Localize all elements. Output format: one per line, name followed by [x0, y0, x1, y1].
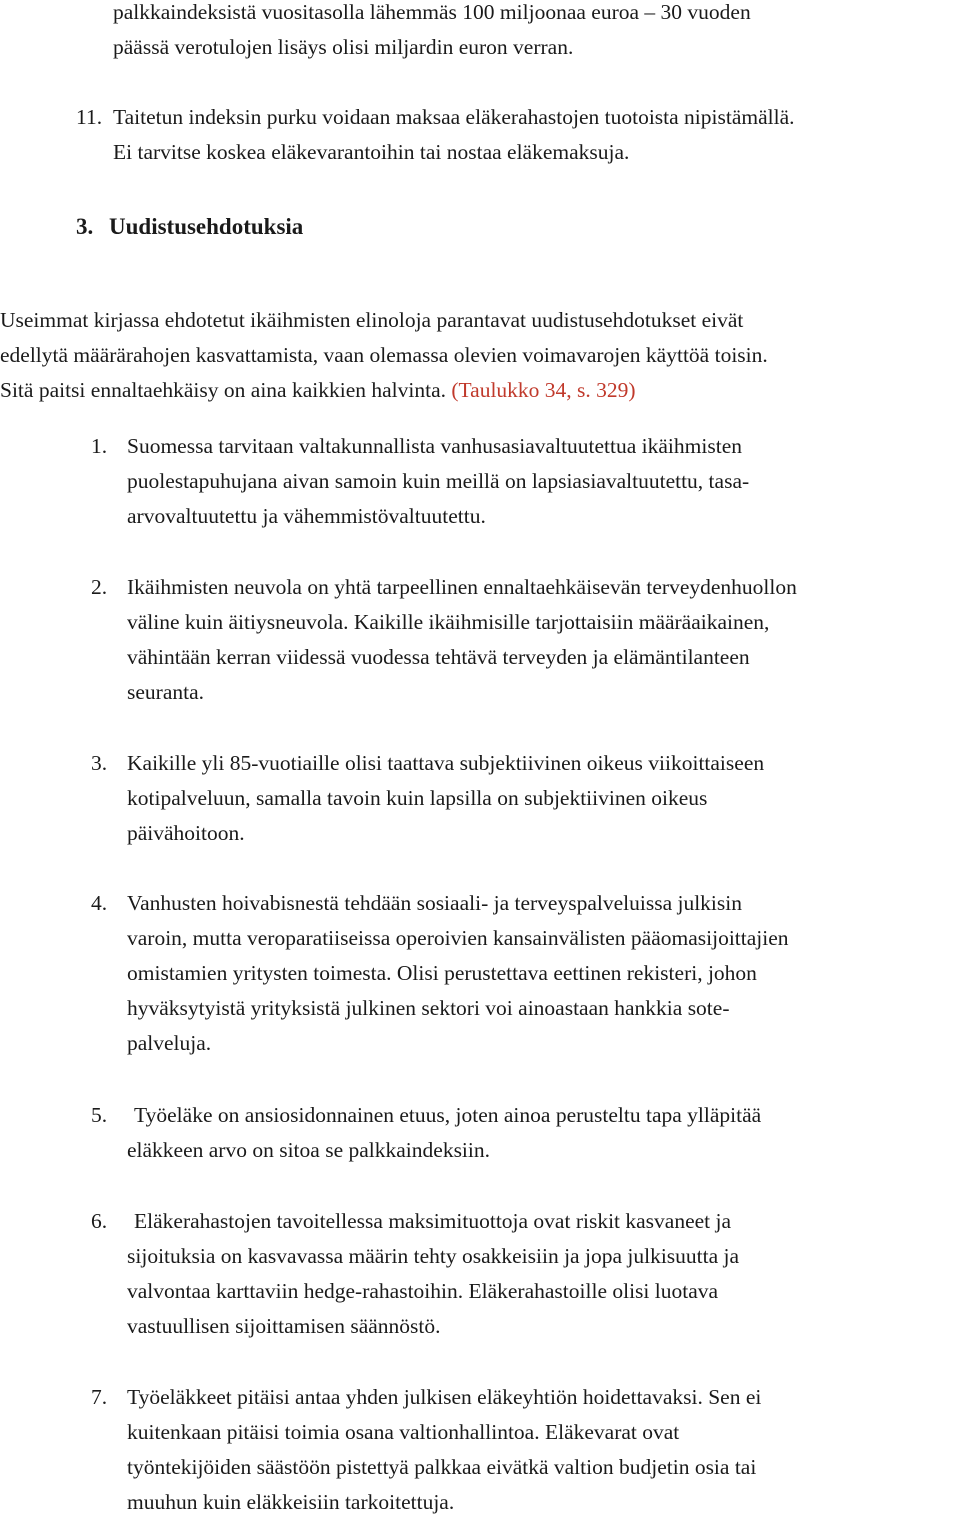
item-text — [113, 100, 953, 170]
item-number: 1. — [91, 434, 108, 458]
section-title: Uudistusehdotuksia — [109, 214, 304, 239]
text-line: palveluja. — [127, 1031, 212, 1055]
item-number: 3. — [91, 751, 108, 775]
item-number: 2. — [91, 575, 108, 599]
text-line: eläkkeen arvo on sitoa se palkkaindeksiin. — [127, 1138, 491, 1162]
text-line: väline kuin äitiysneuvola. Kaikille ikäihmisille tarjottaisiin määräaikainen, — [127, 610, 770, 634]
item-number: 7. — [91, 1385, 108, 1409]
item-number: 6. — [91, 1209, 108, 1233]
text-line: edellytä määrärahojen kasvattamista, vaan olemassa olevien voimavarojen käyttöä toisin. — [0, 343, 768, 367]
item-text — [127, 429, 953, 534]
text-line: Taitetun indeksin purku voidaan maksaa eläkerahastojen tuotoista nipistämällä. — [113, 105, 795, 129]
text-line: Ei tarvitse koskea eläkevarantoihin tai nostaa eläkemaksuja. — [113, 140, 630, 164]
item-number: 5. — [91, 1103, 108, 1127]
item-text — [127, 1098, 953, 1168]
text-line: kuitenkaan pitäisi toimia osana valtionhallintoa. Eläkevarat ovat — [127, 1420, 680, 1444]
item-text — [127, 746, 953, 851]
text-line: Työeläke on ansiosidonnainen etuus, joten ainoa perusteltu tapa ylläpitää — [134, 1103, 762, 1127]
text-line: päässä verotulojen lisäys olisi miljardin euron verran. — [113, 35, 574, 59]
text-line: sijoituksia on kasvavassa määrin tehty osakkeisiin ja jopa julkisuutta ja — [127, 1244, 740, 1268]
text-line: Suomessa tarvitaan valtakunnallista vanhusasiavaltuutettua ikäihmisten — [127, 434, 742, 458]
text-line: Ikäihmisten neuvola on yhtä tarpeellinen ennaltaehkäisevän terveydenhuollon — [127, 575, 797, 599]
section-number: 3. — [76, 214, 94, 239]
text-line: Työeläkkeet pitäisi antaa yhden julkisen eläkeyhtiön hoidettavaksi. Sen ei — [127, 1385, 762, 1409]
text-line: vähintään kerran viidessä vuodessa tehtävä terveyden ja elämäntilanteen — [127, 645, 750, 669]
text-line: päivähoitoon. — [127, 821, 245, 845]
intro-paragraph — [0, 303, 950, 408]
item-text — [127, 570, 953, 710]
text-line: Eläkerahastojen tavoitellessa maksimituottoja ovat riskit kasvaneet ja — [134, 1209, 732, 1233]
table-reference: (Taulukko 34, s. 329) — [451, 378, 636, 402]
text-line: arvovaltuutettu ja vähemmistövaltuutettu. — [127, 504, 486, 528]
section-heading — [76, 209, 303, 244]
text-line: palkkaindeksistä vuositasolla lähemmäs 100 miljoonaa euroa – 30 vuoden — [113, 0, 751, 24]
text-line: työntekijöiden säästöön pistettyä palkkaa eivätkä valtion budjetin osia tai — [127, 1455, 757, 1479]
intro-sentence: Sitä paitsi ennaltaehkäisy on aina kaikkien halvinta. — [0, 378, 446, 402]
text-line: varoin, mutta veroparatiiseissa operoivien kansainvälisten pääomasijoittajien — [127, 926, 789, 950]
text-line: Vanhusten hoivabisnestä tehdään sosiaali- ja terveyspalveluissa julkisin — [127, 891, 742, 915]
text-line: omistamien yritysten toimesta. Olisi perustettava eettinen rekisteri, johon — [127, 961, 757, 985]
text-line: valvontaa karttaviin hedge-rahastoihin. Eläkerahastoille olisi luotava — [127, 1279, 719, 1303]
item-number: 4. — [91, 891, 108, 915]
item-text — [127, 886, 953, 1061]
text-line: muuhun kuin eläkkeisiin tarkoitettuja. — [127, 1490, 455, 1514]
text-line: puolestapuhujana aivan samoin kuin meillä on lapsiasiavaltuutettu, tasa- — [127, 469, 750, 493]
text-line: seuranta. — [127, 680, 205, 704]
text-line: kotipalveluun, samalla tavoin kuin lapsilla on subjektiivinen oikeus — [127, 786, 708, 810]
text-line: Kaikille yli 85-vuotiaille olisi taattava subjektiivinen oikeus viikoittaiseen — [127, 751, 765, 775]
text-line: Useimmat kirjassa ehdotetut ikäihmisten elinoloja parantavat uudistusehdotukset eivät — [0, 308, 744, 332]
text-line: vastuullisen sijoittamisen säännöstö. — [127, 1314, 441, 1338]
item-number: 11. — [76, 105, 103, 129]
item-text — [127, 1380, 953, 1520]
item-text — [127, 1204, 953, 1344]
text-line: hyväksytyistä yrityksistä julkinen sektori voi ainoastaan hankkia sote- — [127, 996, 730, 1020]
text-line — [0, 373, 950, 408]
continued-paragraph — [113, 0, 953, 65]
